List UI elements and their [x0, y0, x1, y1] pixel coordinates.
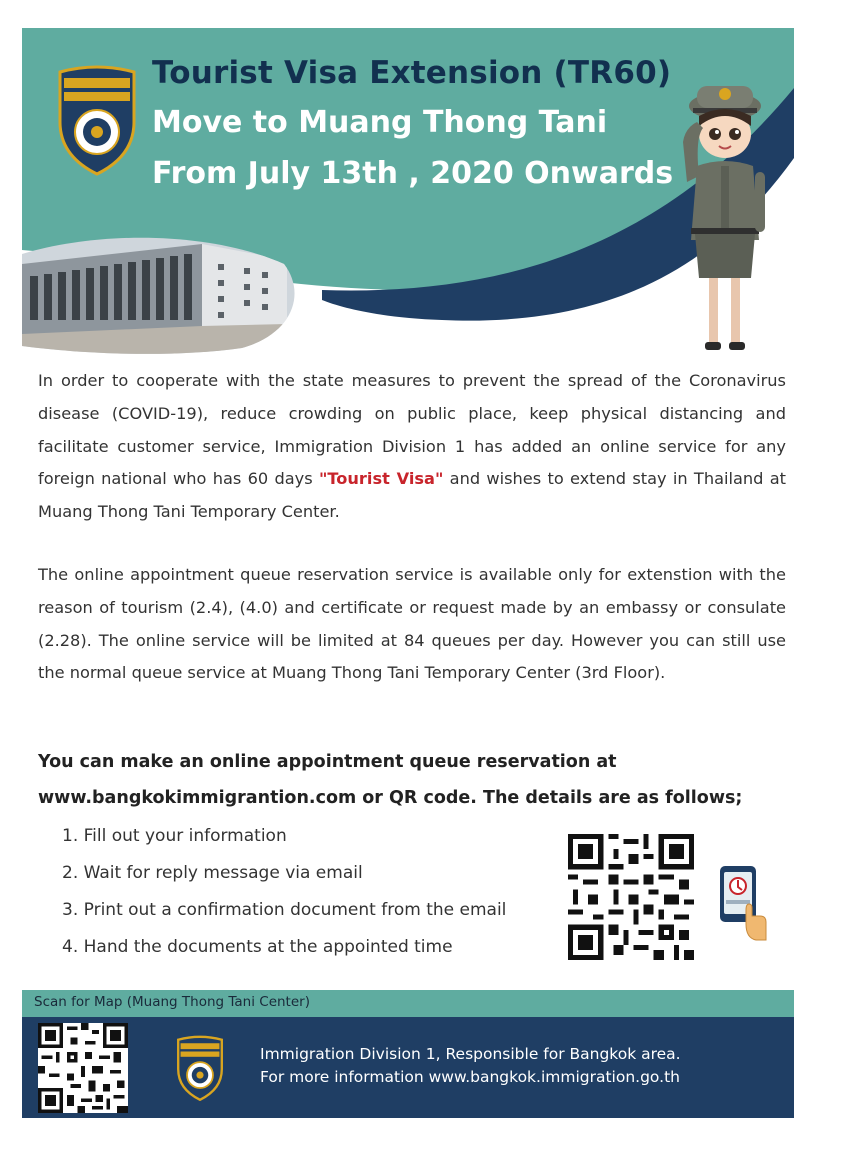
police-badge-small-icon	[174, 1035, 226, 1101]
intro-paragraph	[38, 365, 786, 529]
step-item: 1. Fill out your information	[62, 826, 287, 846]
body-content	[38, 365, 786, 720]
title-move-location: Move to Muang Thong Tani	[152, 105, 608, 141]
cta-line2: www.bangkokimmigrantion.com or QR code. The details are as follows;	[38, 788, 743, 808]
steps-list	[62, 818, 582, 966]
tourist-visa-highlight: "Tourist Visa"	[318, 469, 444, 489]
poster	[22, 28, 794, 1120]
footer-division-line: Immigration Division 1, Responsible for Bangkok area.	[260, 1045, 681, 1063]
service-paragraph: The online appointment queue reservation service is available only for extenstion with the reason of tourism (2.4), (4.0) and certificate or request made by an embassy or consulate (2.28). The online service will be limited at 84 queues per day. However you can still use the normal queue service at Muang Thong Tani Temporary Center (3rd Floor).	[38, 564, 786, 683]
booking-qr-code[interactable]	[568, 834, 694, 960]
map-qr-code[interactable]	[38, 1023, 128, 1113]
footer-website-line: For more information www.bangkok.immigration.go.th	[260, 1068, 680, 1086]
step-item: 2. Wait for reply message via email	[62, 863, 363, 883]
map-scan-strip	[22, 990, 794, 1017]
intro-text-part2: and wishes to extend stay in Thailand at Muang Thong Tani Temporary Center.	[38, 469, 786, 522]
step-item: 4. Hand the documents at the appointed time	[62, 937, 453, 957]
phone-tap-icon	[716, 864, 768, 942]
title-effective-date: From July 13th , 2020 Onwards	[152, 156, 674, 192]
step-item: 3. Print out a confirmation document from the email	[62, 900, 507, 920]
title-tourist-visa-extension: Tourist Visa Extension (TR60)	[152, 55, 672, 91]
police-badge-icon	[54, 64, 140, 176]
footer-bar	[22, 1017, 794, 1118]
cta-line1: You can make an online appointment queue reservation at	[38, 752, 617, 772]
intro-text-part1: In order to cooperate with the state measures to prevent the spread of the Coronavirus disease (COVID-19), reduce crowding on public place, keep physical distancing and facilitate customer service, Immigration Division 1 has added an online service for any foreign national who has 60 days	[38, 371, 786, 489]
header-titles	[152, 56, 673, 190]
footer-info	[260, 1043, 681, 1089]
immigration-building-image	[22, 224, 302, 358]
map-scan-label: Scan for Map (Muang Thong Tani Center)	[34, 994, 310, 1010]
police-officer-illustration	[667, 72, 783, 358]
call-to-action	[38, 744, 798, 816]
header-banner	[22, 28, 794, 358]
